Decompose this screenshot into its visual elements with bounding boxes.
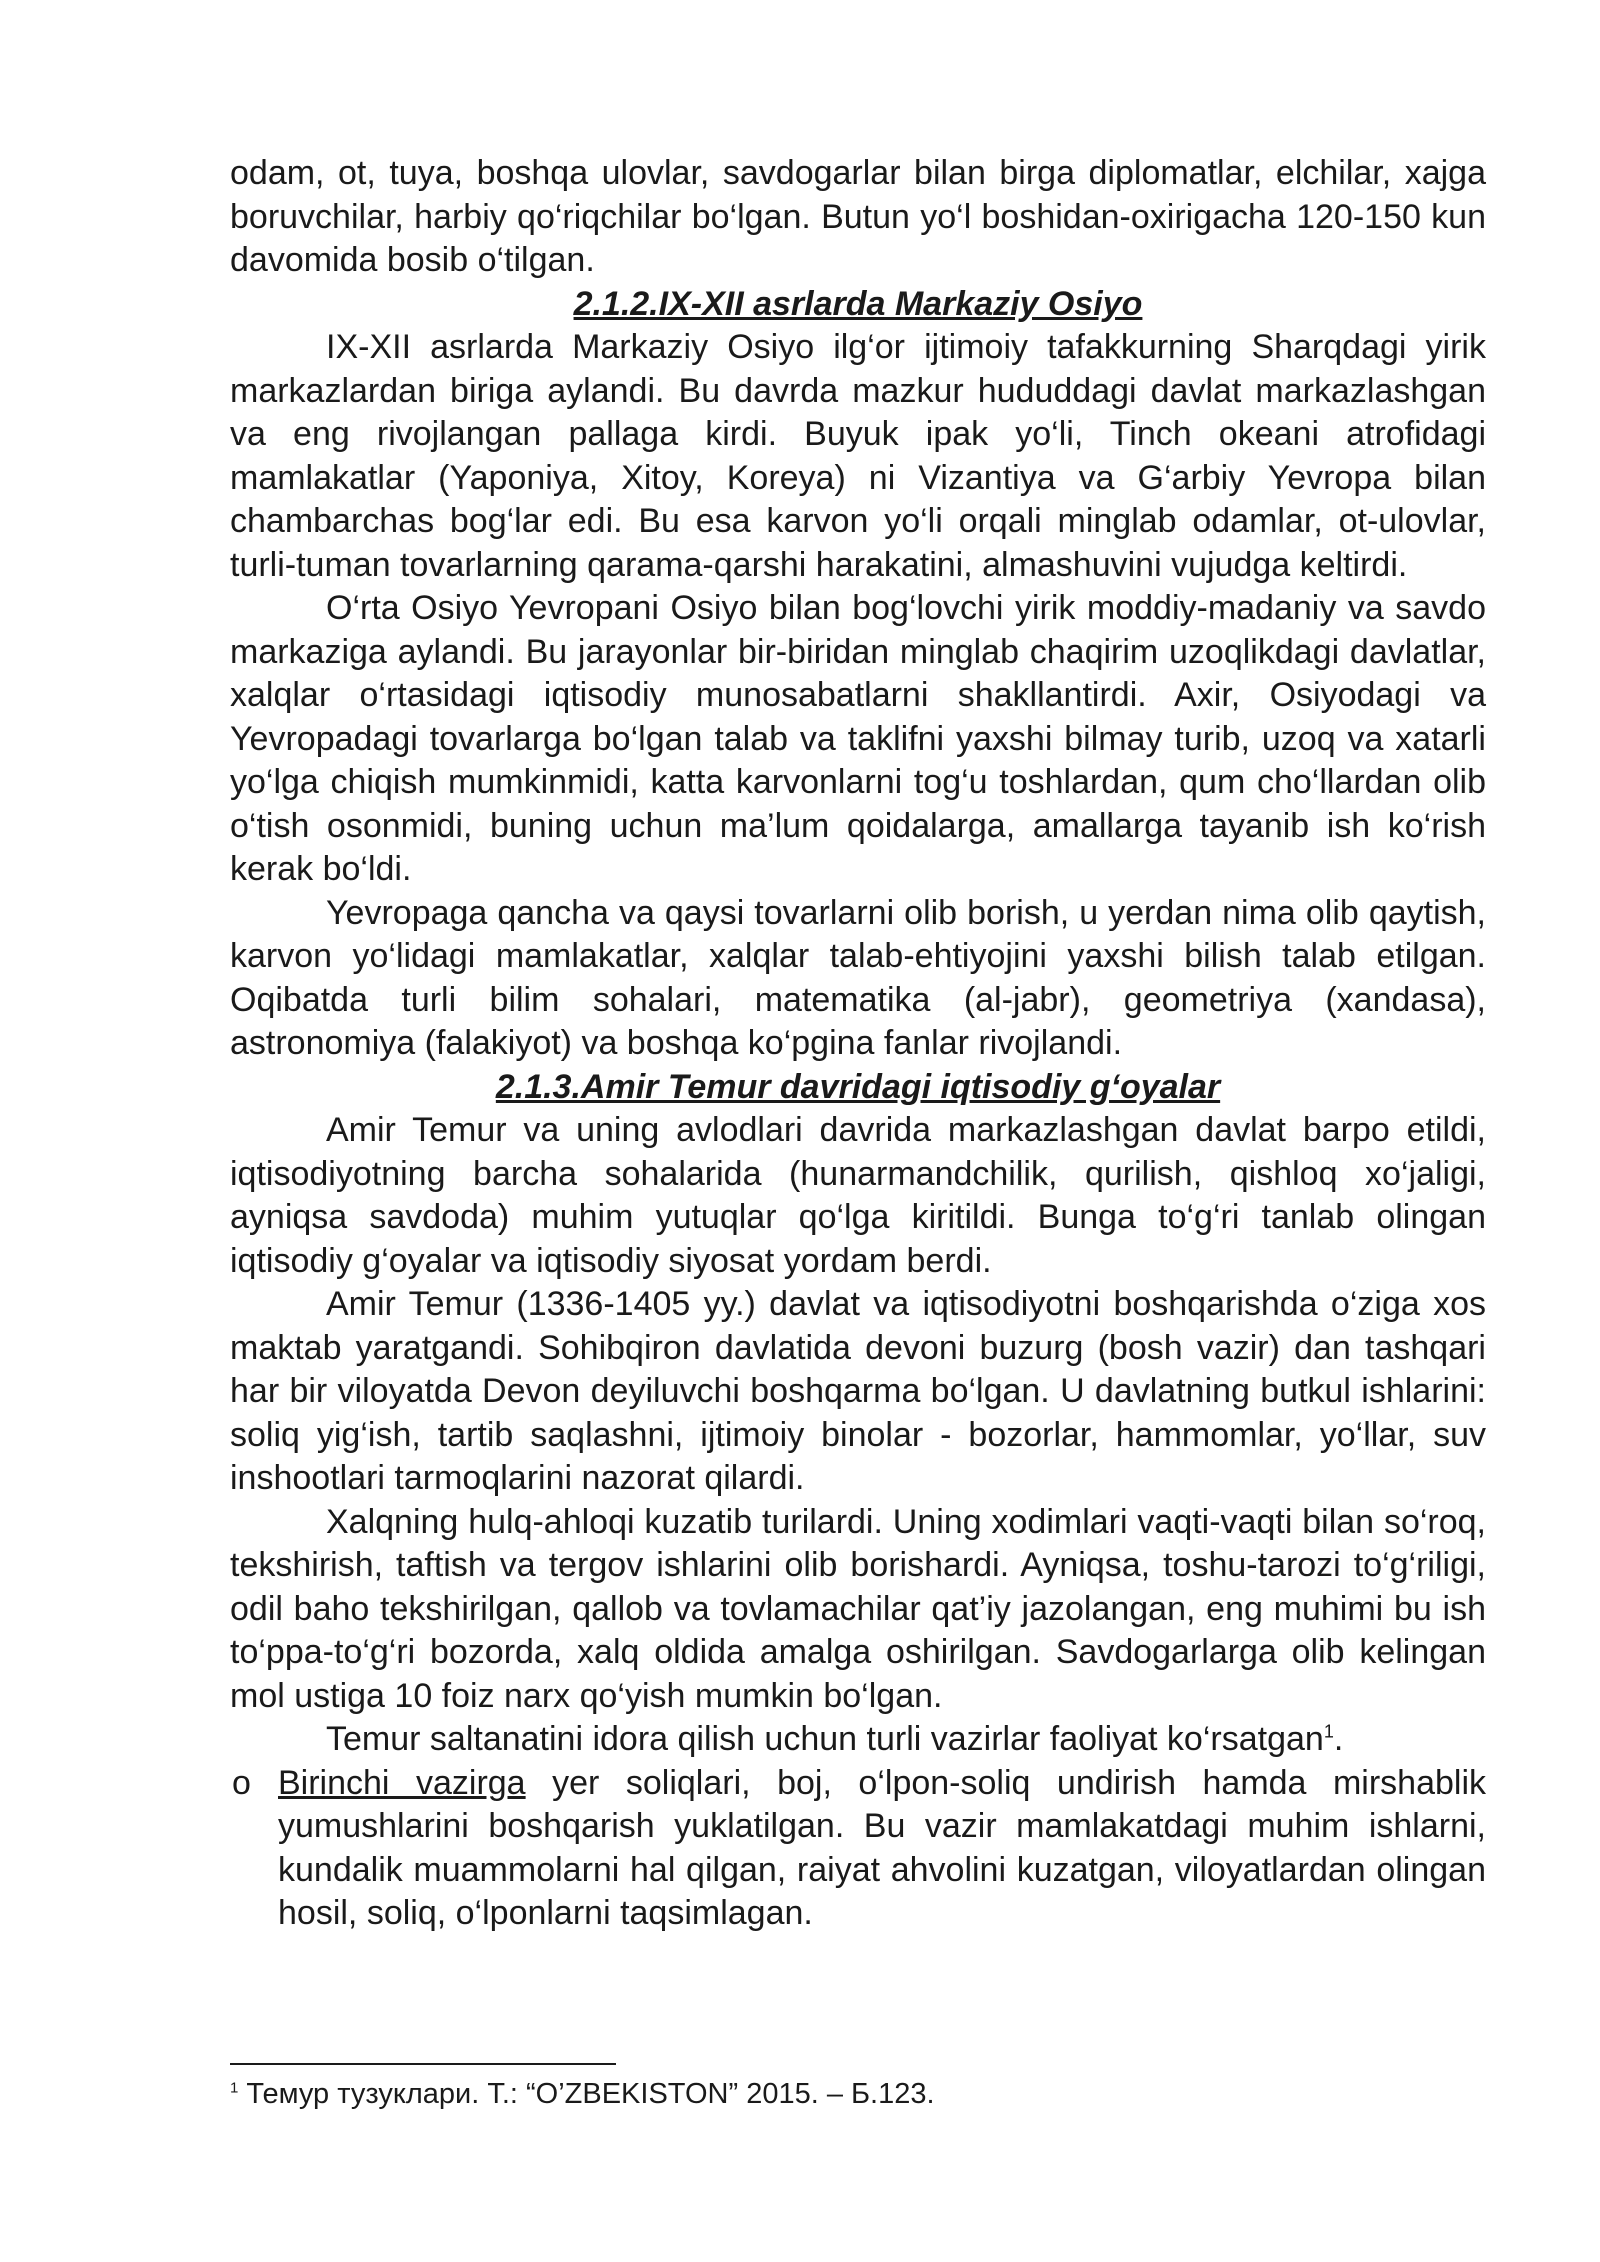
paragraph-intro: odam, ot, tuya, boshqa ulovlar, savdogarlar bilan birga diplomatlar, elchilar, xajga boruvchilar, harbiy qo‘riqchilar bo‘lgan. Butun yo‘l boshidan-oxirigacha 120-150 kun davomida bosib o‘tilgan.	[230, 154, 1486, 279]
list-item-birinchi-vazir	[230, 1762, 1486, 1936]
list-item-text: yer soliqlari, boj, o‘lpon-soliq undirish hamda mirshablik yumushlarini boshqarish yuklatilgan. Bu vazir mamlakatdagi muhim ishlarni, kundalik muammolarni hal qilgan, raiyat ahvolini kuzatgan, viloyatlardan olingan hosil, soliq, o‘lponlarni taqsimlagan.	[278, 1763, 1487, 1932]
footnote-reference[interactable]: 1	[1323, 1721, 1334, 1742]
paragraph-temur-saltanati-text: Temur saltanatini idora qilish uchun turli vazirlar faoliyat ko‘rsatgan	[326, 1720, 1324, 1758]
footnote-divider	[230, 2063, 616, 2065]
paragraph-amir-temur-avlodlari: Amir Temur va uning avlodlari davrida markazlashgan davlat barpo etildi, iqtisodiyotning barcha sohalarida (hunarmandchilik, qurilish, qishloq xo‘jaligi, ayniqsa savdoda) muhim yutuqlar qo‘lga kiritildi. Bunga to‘g‘ri tanlab olingan iqtisodiy g‘oyalar va iqtisodiy siyosat yordam berdi.	[230, 1111, 1486, 1280]
section-heading-2-1-2: 2.1.2.IX-XII asrlarda Markaziy Osiyo	[573, 284, 1143, 323]
paragraph-amir-temur-davlat: Amir Temur (1336-1405 yy.) davlat va iqtisodiyotni boshqarishda o‘ziga xos maktab yaratgandi. Sohibqiron davlatida devoni buzurg (bosh vazir) dan tashqari har bir viloyatda Devon deyiluvchi boshqarma bo‘lgan. U davlatning butkul ishlarini: soliq yig‘ish, tartib saqlashni, ijtimoiy binolar - bozorlar, hammomlar, yo‘llar, suv inshootlari tarmoqlarini nazorat qilardi.	[230, 1285, 1486, 1497]
list-bullet-icon: o	[232, 1763, 251, 1802]
paragraph-yevropa: Yevropaga qancha va qaysi tovarlarni olib borish, u yerdan nima olib qaytish, karvon yo‘lidagi mamlakatlar, xalqlar talab-ehtiyojini yaxshi bilish talab etilgan. Oqibatda turli bilim sohalari, matematika (al-jabr), geometriya (xandasa), astronomiya (falakiyot) va boshqa ko‘pgina fanlar rivojlandi.	[230, 893, 1486, 1062]
document-page	[230, 152, 1486, 1936]
paragraph-temur-saltanati	[230, 1718, 1486, 1762]
section-heading-2-1-3: 2.1.3.Amir Temur davridagi iqtisodiy g‘oyalar	[495, 1067, 1221, 1106]
paragraph-end-period: .	[1333, 1720, 1344, 1758]
paragraph-orta-osiyo: O‘rta Osiyo Yevropani Osiyo bilan bog‘lovchi yirik moddiy-madaniy va savdo markaziga aylandi. Bu jarayonlar bir-biridan minglab chaqirim uzoqlikdagi davlatlar, xalqlar o‘rtasidagi iqtisodiy munosabatlarni shakllantirdi. Axir, Osiyodagi va Yevropadagi tovarlarga bo‘lgan talab va taklifni yaxshi bilmay turib, uzoq va xatarli yo‘lga chiqish mumkinmidi, katta karvonlarni tog‘u toshlardan, qum cho‘llardan olib o‘tish osonmidi, buning uchun ma’lum qoidalarga, amallarga tayanib ish ko‘rish kerak bo‘ldi.	[230, 589, 1486, 888]
footnote	[230, 2076, 1486, 2112]
list-item-term: Birinchi vazirga	[278, 1763, 526, 1802]
paragraph-markaziy-osiyo: IX-XII asrlarda Markaziy Osiyo ilg‘or ijtimoiy tafakkurning Sharqdagi yirik markazlardan biriga aylandi. Bu davrda mazkur hududdagi davlat markazlashgan va eng rivojlangan pallaga kirdi. Buyuk ipak yo‘li, Tinch okeani atrofidagi mamlakatlar (Yaponiya, Xitoy, Koreya) ni Vizantiya va G‘arbiy Yevropa bilan chambarchas bog‘lar edi. Bu esa karvon yo‘li orqali minglab odamlar, ot-ulovlar, turli-tuman tovarlarning qarama-qarshi harakatini, almashuvini vujudga keltirdi.	[230, 328, 1486, 584]
paragraph-xalqning-hulqi: Xalqning hulq-ahloqi kuzatib turilardi. Uning xodimlari vaqti-vaqti bilan so‘roq, tekshirish, taftish va tergov ishlarini olib borishardi. Ayniqsa, toshu-tarozi to‘g‘riligi, odil baho tekshirilgan, qallob va tovlamachilar qat’iy jazolangan, eng muhimi bu ish to‘ppa-to‘g‘ri bozorda, xalq oldida amalga oshirilgan. Savdogarlarga olib kelingan mol ustiga 10 foiz narx qo‘yish mumkin bo‘lgan.	[230, 1502, 1486, 1715]
footnote-text: Темур тузуклари. Т.: “O’ZBEKISTON” 2015. – Б.123.	[238, 2078, 935, 2110]
footnote-marker: 1	[230, 2079, 239, 2097]
